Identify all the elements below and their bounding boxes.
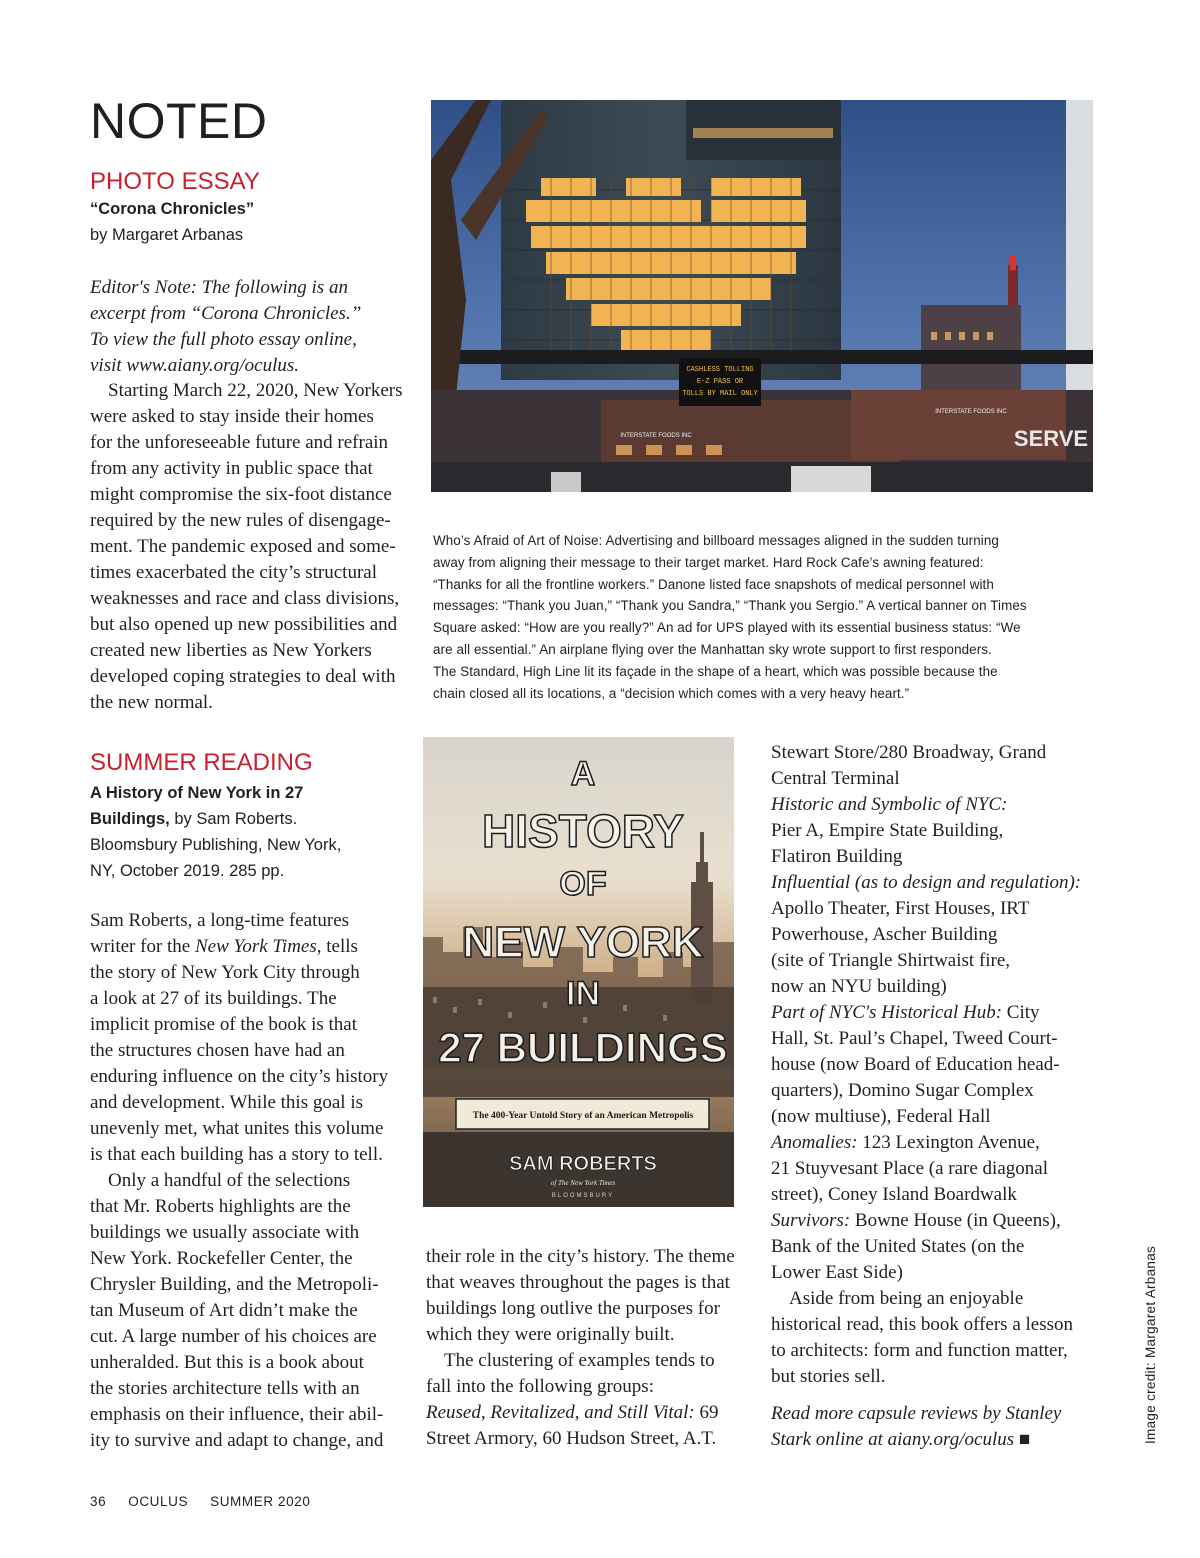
review-line	[771, 1000, 1101, 1026]
body-line: from any activity in public space that	[90, 458, 373, 479]
graffiti-text: SERVE	[1013, 426, 1089, 451]
review-line: unevenly met, what unites this volume	[90, 1118, 384, 1139]
book-title: Buildings,	[90, 810, 170, 828]
review-line: Hall, St. Paul’s Chapel, Tweed Court-	[771, 1028, 1058, 1049]
review-column-3	[771, 740, 1101, 1390]
review-line	[426, 1400, 756, 1426]
review-line: Aside from being an enjoyable	[789, 1288, 1024, 1309]
cover-title-line: 27 BUILDINGS	[438, 1024, 728, 1071]
photo-illustration	[431, 100, 1093, 492]
review-line: but stories sell.	[771, 1366, 886, 1387]
review-line: emphasis on their influence, their abil-	[90, 1404, 384, 1425]
body-line: developed coping strategies to deal with	[90, 666, 396, 687]
standard-hotel-photo	[431, 100, 1093, 492]
caption-line: Square asked: “How are you really?” An ad for UPS played with its essential business status: “We	[433, 620, 1021, 636]
cover-title-line: OF	[559, 865, 607, 903]
sign-interstate-right: INTERSTATE FOODS INC	[935, 409, 1007, 415]
read-more-line	[771, 1427, 1101, 1453]
caption-line: messages: “Thank you Juan,” “Thank you Sandra,” “Thank you Sergio.” A vertical banner on Times	[433, 598, 1027, 614]
group-label: Anomalies:	[771, 1132, 858, 1153]
review-line: ity to survive and adapt to change, and	[90, 1430, 384, 1451]
body-line: Starting March 22, 2020, New Yorkers	[108, 380, 403, 401]
caption-line: are all essential.” An airplane flying over the Manhattan sky wrote support to first responders.	[433, 641, 992, 657]
review-line: cut. A large number of his choices are	[90, 1326, 377, 1347]
caption-line: The Standard, High Line lit its façade in the shape of a heart, which was possible because the	[433, 663, 998, 679]
review-line: Flatiron Building	[771, 846, 903, 867]
group-label: Influential (as to design and regulation):	[771, 872, 1082, 893]
review-line: 21 Stuyvesant Place (a rare diagonal	[771, 1158, 1048, 1179]
book-cover-illustration	[423, 737, 734, 1207]
review-line	[771, 1130, 1101, 1156]
sign-interstate-left: INTERSTATE FOODS INC	[620, 433, 692, 439]
review-line: New York. Rockefeller Center, the	[90, 1248, 353, 1269]
read-more-line: Read more capsule reviews by Stanley	[771, 1403, 1062, 1424]
review-line: Street Armory, 60 Hudson Street, A.T.	[426, 1428, 717, 1449]
review-line: buildings long outlive the purposes for	[426, 1298, 720, 1319]
review-line: is that each building has a story to tell.	[90, 1144, 383, 1165]
cover-title-line: A	[570, 755, 596, 793]
review-line: street), Coney Island Boardwalk	[771, 1184, 1017, 1205]
caption-line: Who’s Afraid of Art of Noise: Advertising and billboard messages aligned in the sudden turning	[433, 533, 999, 548]
body-line: were asked to stay inside their homes	[90, 406, 374, 427]
book-info	[90, 780, 405, 884]
body-line: created new liberties as New Yorkers	[90, 640, 372, 661]
billboard-line: E-Z PASS OR	[696, 378, 744, 386]
review-line: house (now Board of Education head-	[771, 1054, 1060, 1075]
image-credit: Image credit: Margaret Arbanas	[1143, 1245, 1158, 1444]
group-label: Survivors:	[771, 1210, 851, 1231]
book-title: A History of New York in 27	[90, 784, 304, 802]
review-line: (site of Triangle Shirtwaist fire,	[771, 950, 1011, 971]
editors-note-line: Editor's Note: The following is an	[90, 277, 348, 298]
review-line: the structures chosen have had an	[90, 1040, 345, 1061]
review-line: Pier A, Empire State Building,	[771, 820, 1004, 841]
review-line: Central Terminal	[771, 768, 900, 789]
section-label-summer-reading: SUMMER READING	[90, 749, 313, 776]
cover-subtitle: The 400-Year Untold Story of an American Metropolis	[472, 1111, 694, 1121]
issue-label: SUMMER 2020	[210, 1494, 311, 1509]
book-cover	[423, 737, 734, 1207]
body-line: weaknesses and race and class divisions,	[90, 588, 400, 609]
caption-line: away from aligning their message to their target market. Hard Rock Cafe’s awning featured:	[433, 554, 984, 570]
billboard-line: CASHLESS TOLLING	[686, 366, 754, 374]
group-label: Historic and Symbolic of NYC:	[771, 794, 1008, 815]
review-line: historical read, this book offers a lesson	[771, 1314, 1073, 1335]
photo-caption	[433, 530, 1095, 704]
read-more-note	[771, 1401, 1101, 1453]
review-line: that Mr. Roberts highlights are the	[90, 1196, 351, 1217]
book-author: by Sam Roberts.	[169, 810, 298, 828]
essay-byline: by Margaret Arbanas	[90, 226, 244, 244]
review-line: Powerhouse, Ascher Building	[771, 924, 998, 945]
review-line: (now multiuse), Federal Hall	[771, 1106, 991, 1127]
review-line: that weaves throughout the pages is that	[426, 1272, 730, 1293]
caption-line: chain closed all its locations, a “decision which comes with a very heavy heart.”	[433, 685, 910, 701]
review-text: 69	[694, 1402, 719, 1423]
review-line: enduring influence on the city’s history	[90, 1066, 389, 1087]
review-text: Bowne House (in Queens),	[850, 1210, 1061, 1231]
review-column-2	[426, 1244, 756, 1452]
book-publisher: Bloomsbury Publishing, New York,	[90, 836, 342, 854]
editors-note	[90, 275, 405, 379]
review-line: a look at 27 of its buildings. The	[90, 988, 337, 1009]
group-label: Reused, Revitalized, and Still Vital:	[426, 1402, 695, 1423]
review-line: Sam Roberts, a long-time features	[90, 910, 350, 931]
review-line: unheralded. But this is a book about	[90, 1352, 364, 1373]
review-column-1	[90, 908, 405, 1454]
review-line	[90, 934, 405, 960]
body-line: required by the new rules of disengage-	[90, 510, 391, 531]
review-line: which they were originally built.	[426, 1324, 675, 1345]
review-line: The clustering of examples tends to	[444, 1350, 715, 1371]
body-line: times exacerbated the city’s structural	[90, 562, 377, 583]
review-text: 123 Lexington Avenue,	[857, 1132, 1040, 1153]
review-line: quarters), Domino Sugar Complex	[771, 1080, 1034, 1101]
publication-name: OCULUS	[128, 1494, 189, 1509]
review-line: Chrysler Building, and the Metropoli-	[90, 1274, 379, 1295]
review-line: Apollo Theater, First Houses, IRT	[771, 898, 1030, 919]
cover-title-line: HISTORY	[482, 805, 684, 857]
body-line: might compromise the six-foot distance	[90, 484, 392, 505]
group-label: Part of NYC's Historical Hub:	[771, 1002, 1003, 1023]
editors-note-line: excerpt from “Corona Chronicles.”	[90, 303, 362, 324]
page-title: NOTED	[90, 93, 268, 149]
cover-title-line: IN	[566, 975, 600, 1013]
body-line: for the unforeseeable future and refrain	[90, 432, 389, 453]
publication-name: New York Times	[194, 936, 317, 957]
review-line: their role in the city’s history. The theme	[426, 1246, 735, 1267]
review-line: and development. While this goal is	[90, 1092, 363, 1113]
body-line: but also opened up new possibilities and	[90, 614, 398, 635]
review-line: the story of New York City through	[90, 962, 360, 983]
editors-note-line: visit www.aiany.org/oculus.	[90, 355, 300, 376]
read-more-link-text[interactable]: Stark online at aiany.org/oculus	[771, 1429, 1015, 1450]
cover-publisher: BLOOMSBURY	[551, 1193, 615, 1199]
page-footer	[90, 1494, 332, 1509]
essay-body	[90, 378, 405, 716]
body-line: ment. The pandemic exposed and some-	[90, 536, 396, 557]
review-text: City	[1002, 1002, 1040, 1023]
page-number: 36	[90, 1494, 107, 1509]
review-line	[771, 1208, 1101, 1234]
review-line: Bank of the United States (on the	[771, 1236, 1025, 1257]
book-date-pages: NY, October 2019. 285 pp.	[90, 862, 285, 880]
end-mark-icon: ■	[1018, 1429, 1031, 1450]
review-line: Lower East Side)	[771, 1262, 903, 1283]
section-label-photo-essay: PHOTO ESSAY	[90, 168, 260, 195]
caption-line: “Thanks for all the frontline workers.” Danone listed face snapshots of medical personnel with	[433, 576, 994, 592]
cover-author-note: of The New York Times	[550, 1179, 616, 1187]
review-line: to architects: form and function matter,	[771, 1340, 1068, 1361]
review-line: now an NYU building)	[771, 976, 947, 997]
review-text: , tells	[316, 936, 358, 957]
cover-author: SAM ROBERTS	[509, 1153, 657, 1175]
review-line: Stewart Store/280 Broadway, Grand	[771, 742, 1047, 763]
cover-title-line: NEW YORK	[462, 918, 704, 967]
review-line: buildings we usually associate with	[90, 1222, 360, 1243]
review-line: the stories architecture tells with an	[90, 1378, 360, 1399]
editors-note-line: To view the full photo essay online,	[90, 329, 357, 350]
review-text: writer for the	[90, 936, 195, 957]
billboard-line: TOLLS BY MAIL ONLY	[682, 390, 758, 398]
review-line: tan Museum of Art didn’t make the	[90, 1300, 358, 1321]
body-line: the new normal.	[90, 692, 213, 713]
review-line: implicit promise of the book is that	[90, 1014, 358, 1035]
essay-title: “Corona Chronicles”	[90, 200, 255, 218]
review-line: fall into the following groups:	[426, 1376, 654, 1397]
review-line: Only a handful of the selections	[108, 1170, 351, 1191]
